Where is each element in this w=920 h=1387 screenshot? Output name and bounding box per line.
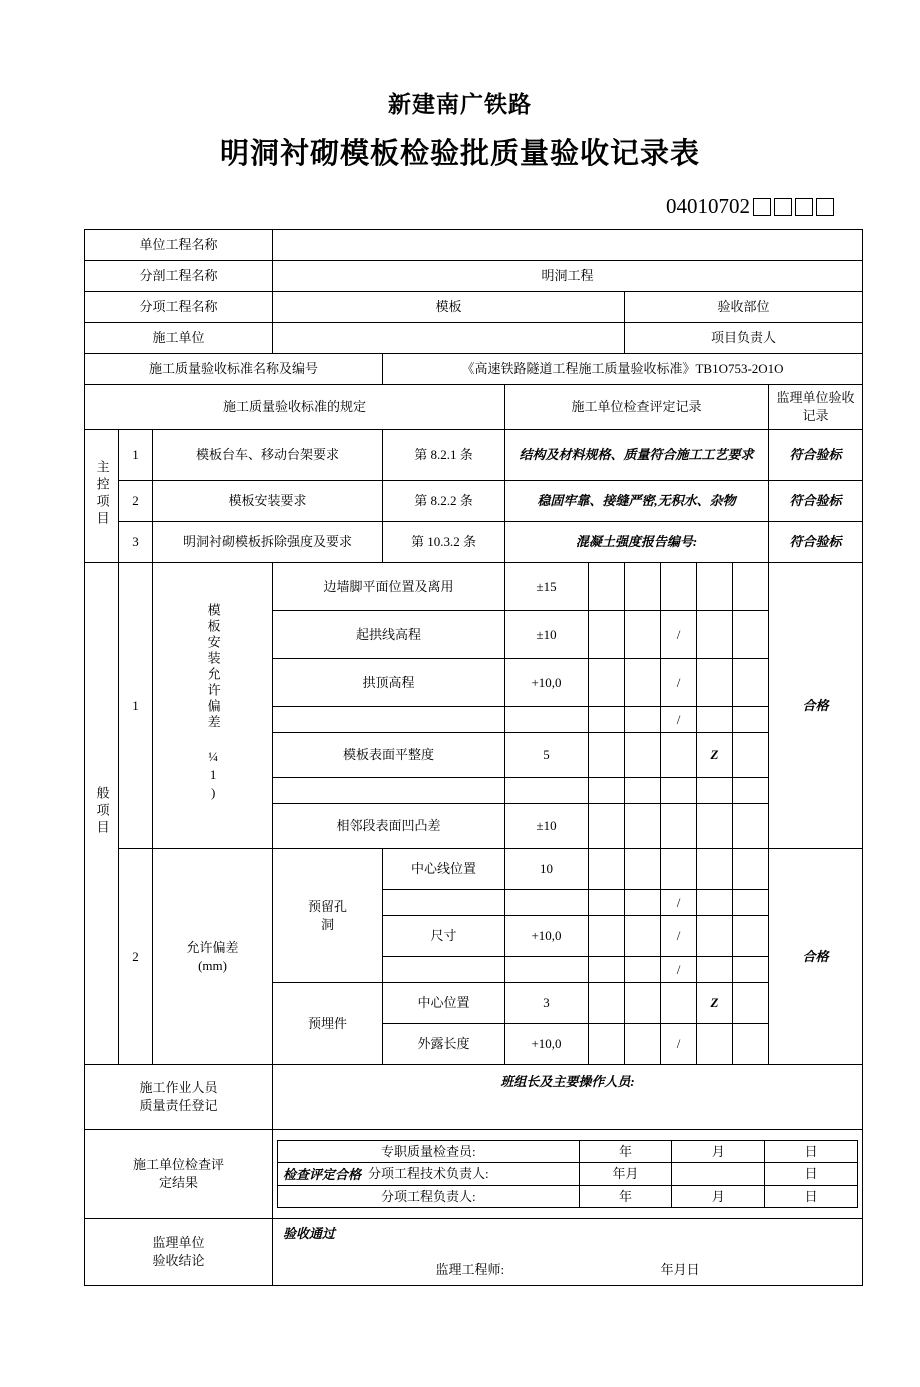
main-control-clause-1: 第 8.2.1 条: [383, 430, 505, 481]
project-leader-label: 项目负责人: [625, 323, 863, 354]
general-g1-mark-1-2[interactable]: [625, 563, 661, 611]
table-row: [85, 522, 863, 563]
general-g2-s2-mark-1-5[interactable]: [733, 983, 769, 1024]
general-g2-s1-mark-2-4[interactable]: [697, 890, 733, 916]
spec-header: 施工质量验收标准的规定: [85, 385, 505, 430]
sig-year-3[interactable]: 年: [579, 1185, 672, 1208]
general-g2-s2-item-1: 中心位置: [383, 983, 505, 1024]
general-g1-item-1: 边墙脚平面位置及离用: [273, 563, 505, 611]
item-project-label: 分项工程名称: [85, 292, 273, 323]
sig-day-1[interactable]: 日: [765, 1140, 858, 1163]
personnel-value[interactable]: 班组长及主要操作人员:: [273, 1065, 863, 1130]
construction-unit-value[interactable]: [273, 323, 625, 354]
general-g1-mark-7-3[interactable]: [661, 804, 697, 849]
conclusion-body: [273, 1130, 863, 1219]
conclusion-value[interactable]: 检查评定合格: [283, 1166, 362, 1182]
signature-row: [278, 1140, 858, 1163]
general-g1-mark-3-3[interactable]: /: [661, 659, 697, 707]
general-g1-mark-5-3[interactable]: [661, 733, 697, 778]
general-g1-mark-2-3[interactable]: /: [661, 611, 697, 659]
construction-unit-label: 施工单位: [85, 323, 273, 354]
general-g2-s2-mark-2-5[interactable]: [733, 1024, 769, 1065]
general-g2-s2-mark-1-3[interactable]: [661, 983, 697, 1024]
general-g2-s1-mark-4-2[interactable]: [625, 957, 661, 983]
general-g1-mark-6-2[interactable]: [625, 778, 661, 804]
standard-label: 施工质量验收标准名称及编号: [85, 354, 383, 385]
general-g2-s1-mark-4-3[interactable]: /: [661, 957, 697, 983]
general-g1-tol-4: [505, 707, 589, 733]
table-row-sub-project: [85, 261, 863, 292]
general-g2-s1-item-4: [383, 957, 505, 983]
table-row-conclusion: [85, 1130, 863, 1219]
acceptance-part-label: 验收部位: [625, 292, 863, 323]
general-group2-name: 允许偏差 (mm): [153, 849, 273, 1065]
main-control-clause-2: 第 8.2.2 条: [383, 481, 505, 522]
general-g2-s1-mark-2-5[interactable]: [733, 890, 769, 916]
inspection-form-table: [84, 229, 863, 1286]
sig-label-2: 分项工程技术负责人:: [278, 1163, 580, 1186]
form-code-boxes: [750, 195, 834, 218]
general-g2-s1-mark-2-2[interactable]: [625, 890, 661, 916]
sig-month-3[interactable]: 月: [672, 1185, 765, 1208]
general-g1-mark-7-1[interactable]: [589, 804, 625, 849]
general-g1-mark-1-3[interactable]: [661, 563, 697, 611]
table-row-construction-unit: [85, 323, 863, 354]
form-code-row: [84, 194, 836, 219]
general-g2-s1-mark-2-3[interactable]: /: [661, 890, 697, 916]
code-box-3[interactable]: [795, 198, 813, 216]
supervision-label: 监理单位 验收结论: [85, 1219, 273, 1286]
general-g1-item-6: [273, 778, 505, 804]
general-g2-sub1-name: 预留孔洞: [273, 849, 383, 983]
general-g1-tol-7: ±10: [505, 804, 589, 849]
general-g1-mark-3-4[interactable]: [697, 659, 733, 707]
general-g2-s2-mark-1-2[interactable]: [625, 983, 661, 1024]
document-page: [0, 86, 920, 1387]
general-g2-s2-mark-2-4[interactable]: [697, 1024, 733, 1065]
general-g1-mark-3-5[interactable]: [733, 659, 769, 707]
general-g1-item-3: 拱顶高程: [273, 659, 505, 707]
sig-year-2[interactable]: 年月: [579, 1163, 672, 1186]
general-g2-s2-tol-2: +10,0: [505, 1024, 589, 1065]
general-g2-s2-item-2: 外露长度: [383, 1024, 505, 1065]
general-g2-s1-tol-3: +10,0: [505, 916, 589, 957]
general-g2-s1-mark-3-4[interactable]: [697, 916, 733, 957]
general-g1-mark-4-5[interactable]: [733, 707, 769, 733]
conclusion-label: 施工单位检查评 定结果: [85, 1130, 273, 1219]
general-g1-mark-2-2[interactable]: [625, 611, 661, 659]
table-row: [85, 430, 863, 481]
general-g1-item-5: 模板表面平整度: [273, 733, 505, 778]
general-group1-supervisor[interactable]: 合格: [769, 563, 863, 849]
table-row-item-project: [85, 292, 863, 323]
sig-year-1[interactable]: 年: [579, 1140, 672, 1163]
general-g1-mark-4-2[interactable]: [625, 707, 661, 733]
code-box-1[interactable]: [753, 198, 771, 216]
table-row-supervision: [85, 1219, 863, 1286]
general-g1-item-7: 相邻段表面凹凸差: [273, 804, 505, 849]
sig-month-2[interactable]: [672, 1163, 765, 1186]
general-g1-mark-6-5[interactable]: [733, 778, 769, 804]
general-g2-s1-mark-1-5[interactable]: [733, 849, 769, 890]
general-g2-s1-item-2: [383, 890, 505, 916]
general-g2-s1-mark-3-5[interactable]: [733, 916, 769, 957]
general-g1-mark-5-4[interactable]: Z: [697, 733, 733, 778]
general-g2-s1-tol-1: 10: [505, 849, 589, 890]
general-group1-no: 1: [119, 563, 153, 849]
main-control-no-3: 3: [119, 522, 153, 563]
general-g2-s1-tol-2: [505, 890, 589, 916]
table-row-standard: [85, 354, 863, 385]
general-g2-s1-mark-1-4[interactable]: [697, 849, 733, 890]
general-g1-item-4: [273, 707, 505, 733]
main-control-record-3[interactable]: 混凝土强度报告编号:: [505, 522, 769, 563]
general-g2-s2-mark-1-4[interactable]: Z: [697, 983, 733, 1024]
general-g1-mark-5-2[interactable]: [625, 733, 661, 778]
supervision-sig-label: 监理工程师:: [435, 1262, 505, 1277]
general-g2-s1-mark-1-3[interactable]: [661, 849, 697, 890]
general-g1-mark-1-1[interactable]: [589, 563, 625, 611]
sig-day-3[interactable]: 日: [765, 1185, 858, 1208]
sig-day-2[interactable]: 日: [765, 1163, 858, 1186]
unit-project-value[interactable]: [273, 230, 863, 261]
general-group2-no: 2: [119, 849, 153, 1065]
supervisor-header: 监理单位验收记录: [769, 385, 863, 430]
main-control-label: 主控项目: [85, 430, 119, 563]
general-g1-tol-2: ±10: [505, 611, 589, 659]
main-control-no-1: 1: [119, 430, 153, 481]
table-row: [85, 481, 863, 522]
sub-project-label: 分剖工程名称: [85, 261, 273, 292]
supervision-sig-date[interactable]: 年月日: [660, 1262, 700, 1277]
table-row-unit-project: [85, 230, 863, 261]
general-g2-s2-mark-1-1[interactable]: [589, 983, 625, 1024]
main-control-record-2[interactable]: 稳固牢靠、接缝严密,无积水、杂物: [505, 481, 769, 522]
general-g1-tol-5: 5: [505, 733, 589, 778]
general-g2-s1-mark-2-1[interactable]: [589, 890, 625, 916]
main-control-supervisor-2[interactable]: 符合验标: [769, 481, 863, 522]
general-g1-mark-3-1[interactable]: [589, 659, 625, 707]
general-g2-s1-item-3: 尺寸: [383, 916, 505, 957]
supervision-body: [273, 1219, 863, 1286]
general-g2-s1-mark-1-1[interactable]: [589, 849, 625, 890]
general-g2-s2-mark-2-1[interactable]: [589, 1024, 625, 1065]
general-g1-tol-1: ±15: [505, 563, 589, 611]
supervision-signature-row: [277, 1261, 858, 1279]
page-title-line1: 新建南广铁路: [388, 92, 532, 117]
general-g2-s1-mark-4-5[interactable]: [733, 957, 769, 983]
main-control-no-2: 2: [119, 481, 153, 522]
general-g1-mark-6-1[interactable]: [589, 778, 625, 804]
sig-label-3: 分项工程负责人:: [278, 1185, 580, 1208]
page-title-line2: 明洞衬砌模板检验批质量验收记录表: [219, 138, 700, 170]
general-g1-mark-5-1[interactable]: [589, 733, 625, 778]
general-g1-mark-2-1[interactable]: [589, 611, 625, 659]
general-g1-mark-2-4[interactable]: [697, 611, 733, 659]
general-group2-supervisor[interactable]: 合格: [769, 849, 863, 1065]
general-g2-s1-mark-4-1[interactable]: [589, 957, 625, 983]
general-g2-s1-mark-3-2[interactable]: [625, 916, 661, 957]
general-g1-mark-7-5[interactable]: [733, 804, 769, 849]
general-g2-s1-mark-4-4[interactable]: [697, 957, 733, 983]
general-g2-s1-tol-4: [505, 957, 589, 983]
signature-row: [278, 1185, 858, 1208]
table-row: [85, 849, 863, 890]
general-g2-sub2-name: 预埋件: [273, 983, 383, 1065]
general-group1-name: 模板安装允许偏差 ¼1): [153, 563, 273, 849]
general-g1-mark-1-5[interactable]: [733, 563, 769, 611]
general-g1-tol-3: +10,0: [505, 659, 589, 707]
general-g2-s1-mark-3-3[interactable]: /: [661, 916, 697, 957]
sig-month-1[interactable]: 月: [672, 1140, 765, 1163]
general-g1-mark-5-5[interactable]: [733, 733, 769, 778]
general-g1-mark-2-5[interactable]: [733, 611, 769, 659]
main-control-item-2: 模板安装要求: [153, 481, 383, 522]
form-code-number: 04010702: [666, 194, 750, 218]
main-control-item-1: 模板台车、移动台架要求: [153, 430, 383, 481]
general-g2-s2-mark-2-2[interactable]: [625, 1024, 661, 1065]
record-header: 施工单位检查评定记录: [505, 385, 769, 430]
general-g1-tol-6: [505, 778, 589, 804]
personnel-label: 施工作业人员 质量责任登记: [85, 1065, 273, 1130]
general-g1-mark-7-2[interactable]: [625, 804, 661, 849]
sub-project-value[interactable]: 明洞工程: [273, 261, 863, 292]
general-g1-mark-6-3[interactable]: [661, 778, 697, 804]
code-box-2[interactable]: [774, 198, 792, 216]
general-g2-s1-mark-3-1[interactable]: [589, 916, 625, 957]
main-control-supervisor-3[interactable]: 符合验标: [769, 522, 863, 563]
general-g2-s2-mark-2-3[interactable]: /: [661, 1024, 697, 1065]
general-g1-mark-7-4[interactable]: [697, 804, 733, 849]
table-row-personnel: [85, 1065, 863, 1130]
main-control-record-1[interactable]: 结构及材料规格、质量符合施工工艺要求: [505, 430, 769, 481]
table-row: [85, 563, 863, 611]
general-g1-mark-6-4[interactable]: [697, 778, 733, 804]
general-g2-s2-tol-1: 3: [505, 983, 589, 1024]
general-g1-mark-1-4[interactable]: [697, 563, 733, 611]
general-g1-mark-3-2[interactable]: [625, 659, 661, 707]
sig-label-1: 专职质量检查员:: [278, 1140, 580, 1163]
general-g2-s1-mark-1-2[interactable]: [625, 849, 661, 890]
standard-value[interactable]: 《高速铁路隧道工程施工质量验收标准》TB1O753-2O1O: [383, 354, 863, 385]
code-box-4[interactable]: [816, 198, 834, 216]
general-g1-item-2: 起拱线高程: [273, 611, 505, 659]
table-row-column-headers: [85, 385, 863, 430]
general-g1-mark-4-3[interactable]: /: [661, 707, 697, 733]
main-control-supervisor-1[interactable]: 符合验标: [769, 430, 863, 481]
item-project-value[interactable]: 模板: [273, 292, 625, 323]
general-label: 般项目: [85, 563, 119, 1065]
general-g2-s1-item-1: 中心线位置: [383, 849, 505, 890]
supervision-value[interactable]: 验收通过: [283, 1226, 336, 1242]
main-control-clause-3: 第 10.3.2 条: [383, 522, 505, 563]
general-g1-mark-4-1[interactable]: [589, 707, 625, 733]
main-control-item-3: 明洞衬砌模板拆除强度及要求: [153, 522, 383, 563]
unit-project-label: 单位工程名称: [85, 230, 273, 261]
general-g1-mark-4-4[interactable]: [697, 707, 733, 733]
